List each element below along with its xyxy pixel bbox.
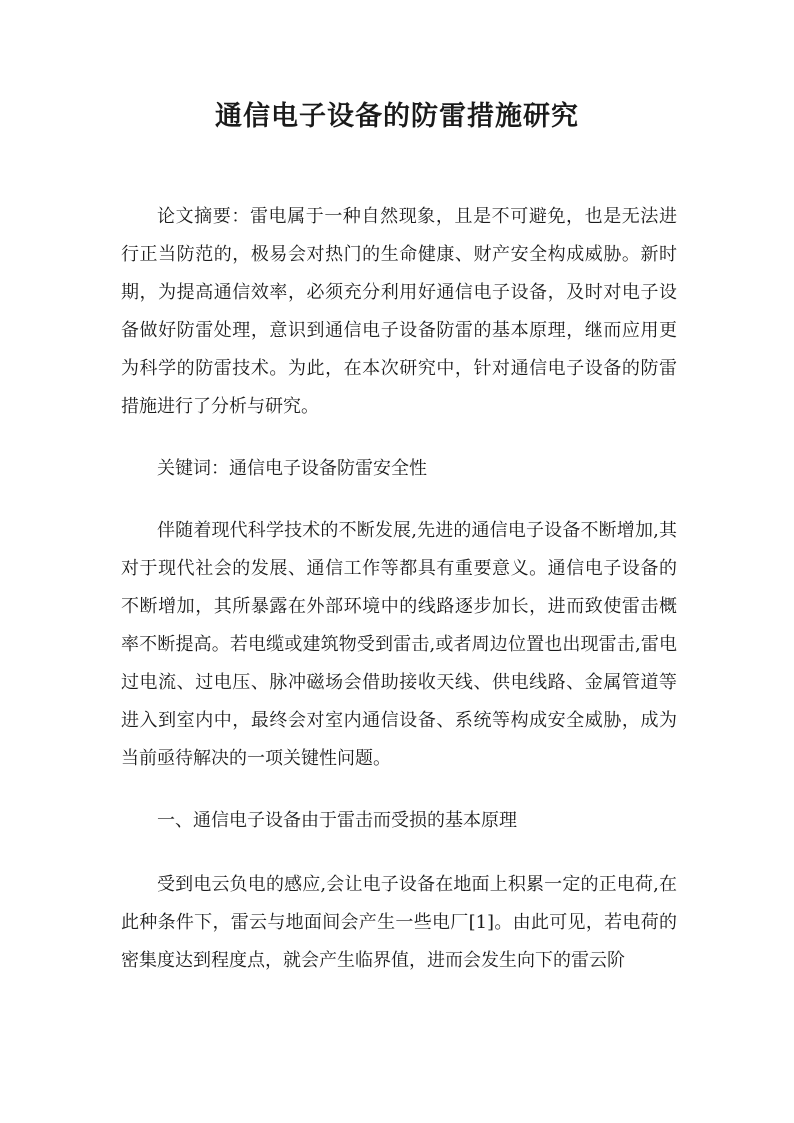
section-heading: 一、通信电子设备由于雷击而受损的基本原理 (157, 810, 517, 831)
document-title: 通信电子设备的防雷措施研究 (215, 101, 579, 132)
abstract-paragraph: 论文摘要：雷电属于一种自然现象，且是不可避免，也是无法进行正当防范的，极易会对热门的生命健康、财产安全构成威胁。新时期，为提高通信效率，必须充分利用好通信电子设备，及时对电子设备做好防雷处理，意识到通信电子设备防雷的基本原理，继而应用更为科学的防雷技术。为此，在本次研究中，针对通信电子设备的防雷措施进行了分析与研究。 (121, 206, 677, 417)
keywords-paragraph: 关键词：通信电子设备防雷安全性 (157, 458, 427, 479)
section-paragraph: 受到电云负电的感应,会让电子设备在地面上积累一定的正电荷,在此种条件下，雷云与地面间会产生一些电厂[1]。由此可见，若电荷的密集度达到程度点，就会产生临界值，进而会发生向下的雷云阶 (121, 874, 677, 971)
intro-paragraph: 伴随着现代科学技术的不断发展,先进的通信电子设备不断增加,其对于现代社会的发展、通信工作等都具有重要意义。通信电子设备的不断增加，其所暴露在外部环境中的线路逐步加长，进而致使雷击概率不断提高。若电缆或建筑物受到雷击,或者周边位置也出现雷击,雷电过电流、过电压、脉冲磁场会借助接收天线、供电线路、金属管道等进入到室内中，最终会对室内通信设备、系统等构成安全威胁，成为当前亟待解决的一项关键性问题。 (121, 520, 677, 769)
document-body (121, 198, 677, 1004)
